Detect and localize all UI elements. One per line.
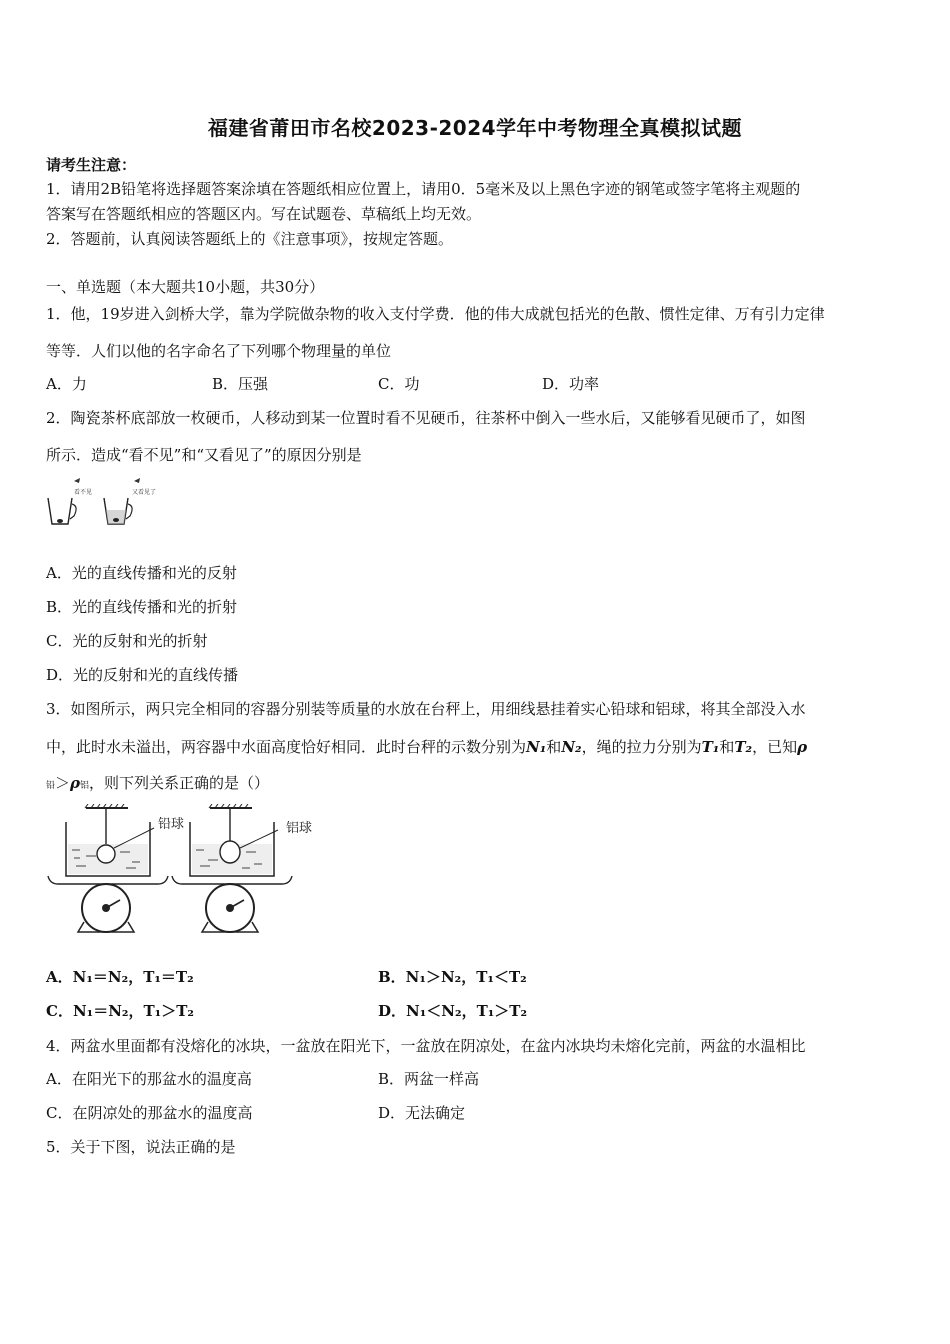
q3-stem-line-3: 铅＞ρ铝，则下列关系正确的是（） bbox=[46, 774, 270, 792]
q1-option-c: C．功 bbox=[378, 375, 420, 393]
q3-balance-figure bbox=[46, 804, 326, 938]
notice-heading: 请考生注意： bbox=[46, 156, 137, 174]
q2-option-b: B．光的直线传播和光的折射 bbox=[46, 598, 238, 616]
q4-option-c: C．在阴凉处的那盆水的温度高 bbox=[46, 1104, 253, 1122]
q1-option-b: B．压强 bbox=[212, 375, 269, 393]
q1-option-a: A．力 bbox=[46, 375, 87, 393]
q1-option-d: D．功率 bbox=[542, 375, 600, 393]
q2-option-d: D．光的反射和光的直线传播 bbox=[46, 666, 239, 684]
aluminum-ball-apparatus bbox=[172, 804, 312, 932]
notice-item-1-line-2: 答案写在答题纸相应的答题区内。写在试题卷、草稿纸上均无效。 bbox=[46, 205, 482, 223]
q2-figure-label-2: 又看见了 bbox=[132, 489, 157, 496]
q1-stem-line-1: 1．他，19岁进入剑桥大学，靠为学院做杂物的收入支付学费．他的伟大成就包括光的色散、惯性定律、万有引力定律 bbox=[46, 305, 825, 323]
q2-stem-line-1: 2．陶瓷茶杯底部放一枚硬币，人移动到某一位置时看不见硬币，往茶杯中倒入一些水后，又能够看见硬币了，如图 bbox=[46, 409, 806, 427]
lead-ball-label: 铅球 bbox=[158, 817, 185, 832]
q2-cup-figure bbox=[44, 474, 174, 530]
q5-stem-line-1: 5．关于下图，说法正确的是 bbox=[46, 1138, 236, 1156]
lead-ball-apparatus bbox=[48, 804, 184, 932]
q4-option-b: B．两盆一样高 bbox=[378, 1070, 480, 1088]
page-title: 福建省莆田市名校2023-2024学年中考物理全真模拟试题 bbox=[207, 116, 743, 140]
q1-stem-line-2: 等等．人们以他的名字命名了下列哪个物理量的单位 bbox=[46, 342, 392, 360]
q2-figure-label-1: 看不见 bbox=[74, 489, 93, 496]
q3-stem-line-1: 3．如图所示，两只完全相同的容器分别装等质量的水放在台秤上，用细线悬挂着实心铅球和铝球，将其全部没入水 bbox=[46, 700, 806, 718]
q4-option-d: D．无法确定 bbox=[378, 1104, 466, 1122]
cup-right-icon bbox=[104, 478, 140, 524]
q4-stem-line-1: 4．两盆水里面都有没熔化的冰块，一盆放在阳光下，一盆放在阴凉处，在盆内冰块均未熔化完前，两盆的水温相比 bbox=[46, 1037, 806, 1055]
q2-option-a: A．光的直线传播和光的反射 bbox=[46, 564, 237, 582]
q3-option-b: B．N₁＞N₂，T₁＜T₂ bbox=[378, 968, 527, 986]
q3-option-a: A．N₁＝N₂，T₁＝T₂ bbox=[46, 968, 194, 986]
notice-item-2: 2．答题前，认真阅读答题纸上的《注意事项》，按规定答题。 bbox=[46, 230, 454, 248]
section-heading: 一、单选题（本大题共10小题，共30分） bbox=[46, 278, 325, 296]
q3-option-d: D．N₁＜N₂，T₁＞T₂ bbox=[378, 1002, 528, 1020]
aluminum-ball-label: 铝球 bbox=[286, 821, 313, 836]
q3-stem-line-2: 中，此时水未溢出，两容器中水面高度恰好相同．此时台秤的示数分别为N₁和N₂，绳的拉力分别为T₁和T₂，已知ρ bbox=[46, 738, 808, 756]
notice-item-1-line-1: 1．请用2B铅笔将选择题答案涂填在答题纸相应位置上，请用0．5毫米及以上黑色字迹的钢笔或签字笔将主观题的 bbox=[46, 180, 801, 198]
q4-option-a: A．在阳光下的那盆水的温度高 bbox=[46, 1070, 252, 1088]
cup-left-icon bbox=[48, 478, 80, 524]
q3-option-c: C．N₁＝N₂，T₁＞T₂ bbox=[46, 1002, 194, 1020]
q2-option-c: C．光的反射和光的折射 bbox=[46, 632, 208, 650]
q2-stem-line-2: 所示．造成“看不见”和“又看见了”的原因分别是 bbox=[46, 446, 362, 464]
